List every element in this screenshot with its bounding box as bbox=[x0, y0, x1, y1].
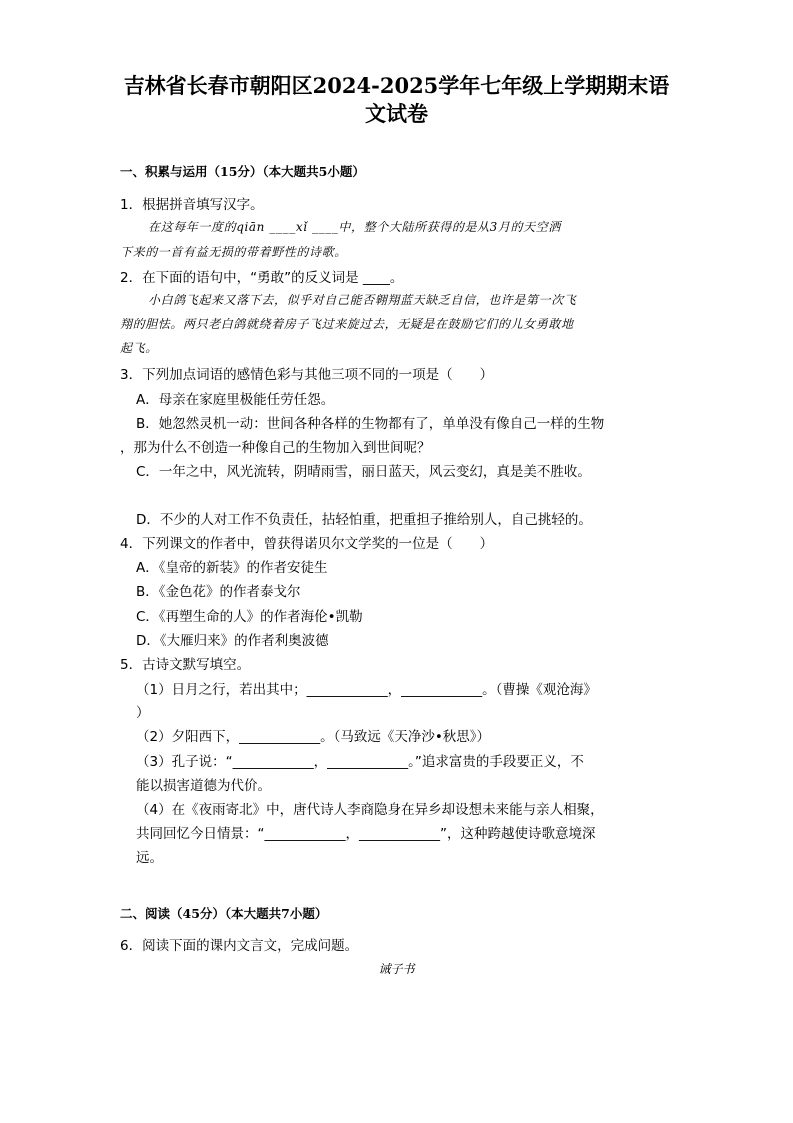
section2-heading: 二、阅读（45分）（本大题共7小题） bbox=[120, 906, 328, 921]
q1-stem: 1．根据拼音填写汉字。 bbox=[120, 197, 264, 213]
q5-item3-line1: （3）孔子说：“____________，____________。”追求富贵的手段要正义，不 bbox=[136, 754, 584, 770]
passage-title: 诫子书 bbox=[378, 962, 415, 976]
q2-passage-line1: 小白鸽飞起来又落下去，似乎对自己能否翱翔蓝天缺乏自信，也许是第一次飞 bbox=[148, 293, 577, 307]
q5-item3-line2: 能以损害道德为代价。 bbox=[136, 778, 271, 794]
q5-item4-line3: 远。 bbox=[136, 850, 163, 866]
exam-title-line1: 吉林省长春市朝阳区2024-2025学年七年级上学期期末语 bbox=[123, 73, 670, 98]
q4-option-b: B．《金色花》的作者泰戈尔 bbox=[136, 584, 301, 600]
q2-stem: 2．在下面的语句中，“勇敢”的反义词是 ____。 bbox=[120, 270, 404, 286]
q4-stem: 4．下列课文的作者中，曾获得诺贝尔文学奖的一位是（ ） bbox=[120, 536, 494, 552]
q5-item1-line2: ） bbox=[136, 705, 150, 721]
q5-item1-line1: （1）日月之行，若出其中；____________，____________。（曹操《观沧海》 bbox=[136, 682, 597, 698]
q5-stem: 5．古诗文默写填空。 bbox=[120, 657, 251, 673]
q3-option-d: D．不少的人对工作不负责任，拈轻怕重，把重担子推给别人，自己挑轻的。 bbox=[136, 512, 592, 528]
q3-option-b-line1: B．她忽然灵机一动：世间各种各样的生物都有了，单单没有像自己一样的生物 bbox=[136, 416, 605, 432]
q3-option-c: C．一年之中，风光流转，阴晴雨雪，丽日蓝天，风云变幻，真是美不胜收。 bbox=[136, 464, 591, 480]
q3-option-b-line2: ，那为什么不创造一种像自己的生物加入到世间呢？ bbox=[120, 440, 431, 456]
q1-passage-line2: 下来的一首有益无损的带着野性的诗歌。 bbox=[120, 245, 347, 259]
q2-passage-line3: 起飞。 bbox=[120, 341, 158, 355]
exam-title-line2: 文试卷 bbox=[365, 101, 428, 126]
q4-option-d: D．《大雁归来》的作者利奥波德 bbox=[136, 633, 329, 649]
q5-item2: （2）夕阳西下，____________。（马致远《天净沙•秋思》） bbox=[136, 729, 491, 745]
q1-passage-line1: 在这每年一度的qiān ____xǐ ____中，整个大陆所获得的是从3月的天空洒 bbox=[148, 220, 561, 234]
q5-item4-line2: 共同回忆今日情景：“____________，____________”，这种跨越使诗歌意境深 bbox=[136, 826, 596, 842]
q5-item4-line1: （4）在《夜雨寄北》中，唐代诗人李商隐身在异乡却设想未来能与亲人相聚， bbox=[136, 802, 604, 818]
q4-option-c: C．《再塑生命的人》的作者海伦•凯勒 bbox=[136, 609, 363, 625]
q2-passage-line2: 翔的胆怯。两只老白鸽就绕着房子飞过来旋过去，无疑是在鼓励它们的儿女勇敢地 bbox=[120, 317, 574, 331]
section1-heading: 一、积累与运用（15分）（本大题共5小题） bbox=[120, 164, 365, 179]
q4-option-a: A．《皇帝的新装》的作者安徒生 bbox=[136, 560, 328, 576]
q3-option-a: A．母亲在家庭里极能任劳任怨。 bbox=[136, 392, 335, 408]
q3-stem: 3．下列加点词语的感情色彩与其他三项不同的一项是（ ） bbox=[120, 367, 494, 383]
q6-stem: 6．阅读下面的课内文言文，完成问题。 bbox=[120, 938, 359, 954]
